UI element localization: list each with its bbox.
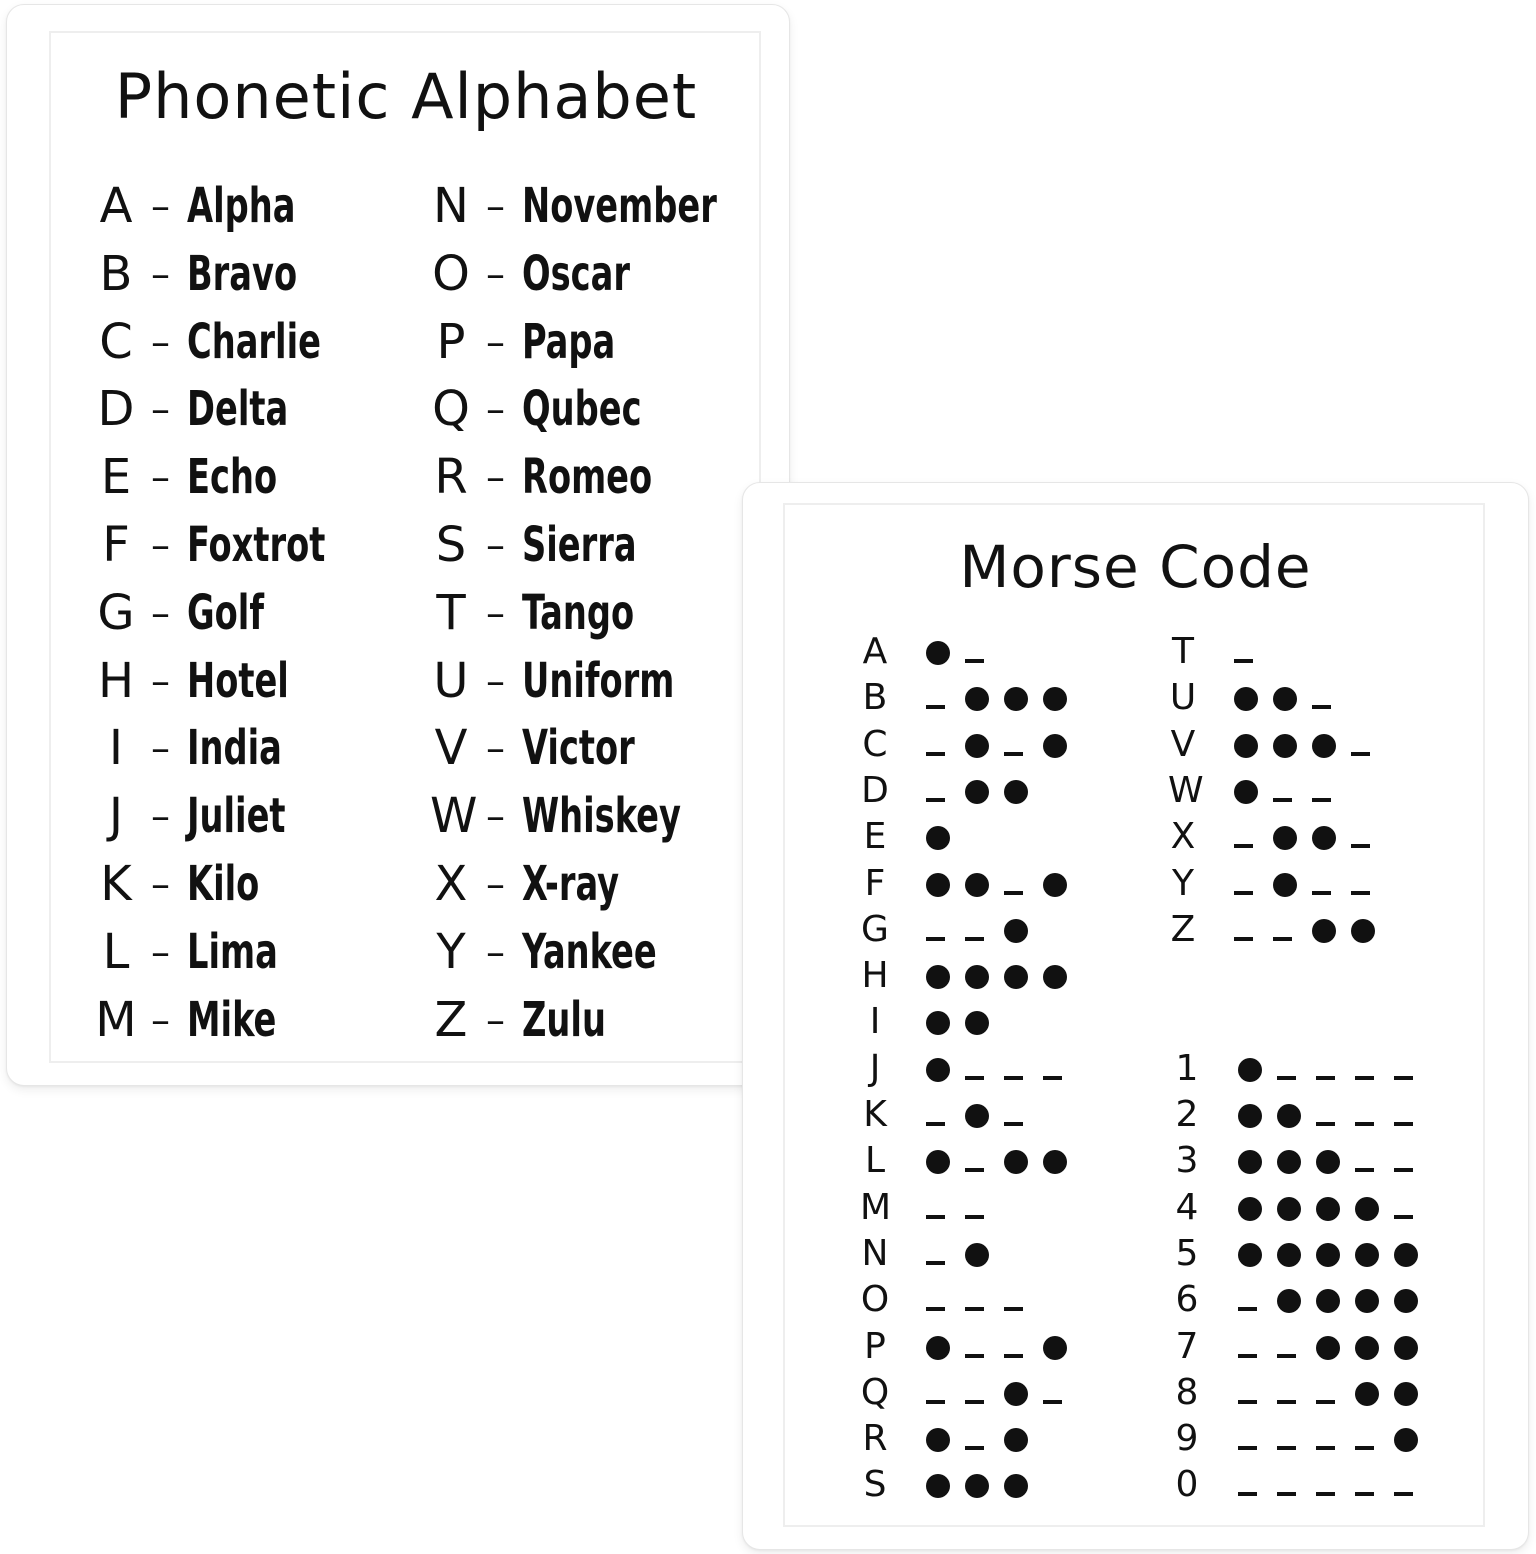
morse-dash — [1277, 1400, 1296, 1404]
morse-dash — [1004, 1076, 1023, 1080]
phonetic-separator: – — [486, 658, 505, 703]
phonetic-word: Uniform — [522, 652, 675, 709]
morse-dot — [1394, 1336, 1418, 1360]
morse-dot — [1238, 1243, 1262, 1267]
morse-dash — [1273, 937, 1292, 941]
morse-character: K — [863, 1094, 887, 1135]
phonetic-letter: V — [434, 720, 468, 777]
morse-dot — [1238, 1150, 1262, 1174]
morse-character: 9 — [1175, 1418, 1199, 1460]
morse-dash — [926, 1215, 945, 1219]
morse-dash — [1234, 844, 1253, 848]
phonetic-separator: – — [486, 997, 505, 1042]
morse-character: L — [864, 1140, 886, 1182]
morse-character: N — [861, 1232, 889, 1274]
morse-dash — [1277, 1492, 1296, 1496]
morse-dash — [1394, 1215, 1413, 1219]
morse-dot — [965, 873, 989, 897]
morse-dot — [1394, 1428, 1418, 1452]
phonetic-alphabet-title: Phonetic Alphabet — [114, 60, 698, 133]
morse-character: 4 — [1175, 1186, 1199, 1228]
morse-character: P — [864, 1325, 886, 1367]
morse-dash — [1043, 1076, 1062, 1080]
morse-entry — [860, 1463, 1160, 1509]
phonetic-word: Lima — [187, 923, 278, 980]
morse-entry — [1168, 630, 1468, 676]
morse-dash — [1238, 1446, 1257, 1450]
phonetic-letter: W — [430, 788, 478, 845]
morse-dot — [1394, 1243, 1418, 1267]
morse-character: 2 — [1175, 1094, 1199, 1135]
morse-dash — [1238, 1354, 1257, 1358]
morse-dot — [1355, 1382, 1379, 1406]
morse-entry — [860, 1232, 1160, 1278]
morse-dash — [1312, 891, 1331, 895]
phonetic-word: Juliet — [187, 788, 286, 845]
morse-dot — [1312, 826, 1336, 850]
phonetic-separator: – — [151, 523, 170, 567]
phonetic-word: Alpha — [187, 178, 296, 234]
morse-dot — [1312, 734, 1336, 758]
morse-dot — [1355, 1197, 1379, 1221]
morse-dot — [965, 1011, 989, 1035]
morse-dot — [1316, 1197, 1340, 1221]
phonetic-letter: J — [108, 788, 124, 845]
morse-entry — [1172, 1417, 1472, 1463]
morse-dash — [1004, 752, 1023, 756]
phonetic-letter: B — [99, 245, 133, 302]
morse-dot — [1394, 1382, 1418, 1406]
morse-dash — [1238, 1400, 1257, 1404]
morse-character: B — [862, 677, 888, 719]
morse-dot — [1277, 1243, 1301, 1267]
morse-dash — [926, 1400, 945, 1404]
morse-dot — [1273, 734, 1297, 758]
morse-character: D — [861, 769, 889, 811]
phonetic-separator: – — [151, 590, 170, 635]
morse-dash — [1277, 1446, 1296, 1450]
phonetic-letter: P — [436, 313, 466, 370]
morse-dash — [1394, 1122, 1413, 1126]
morse-dot — [1316, 1150, 1340, 1174]
morse-dot — [965, 1474, 989, 1498]
morse-dot — [926, 1011, 950, 1035]
morse-entry — [860, 1047, 1160, 1093]
morse-dot — [1312, 919, 1336, 943]
morse-dash — [965, 1400, 984, 1404]
morse-dot — [1238, 1197, 1262, 1221]
morse-dash — [1277, 1354, 1296, 1358]
morse-dot — [1273, 687, 1297, 711]
phonetic-separator: – — [486, 726, 505, 771]
morse-dash — [1355, 1076, 1374, 1080]
phonetic-separator: – — [486, 455, 505, 500]
morse-dash — [1355, 1492, 1374, 1496]
morse-entry — [1172, 1139, 1472, 1185]
morse-dot — [965, 965, 989, 989]
phonetic-separator: – — [151, 726, 170, 771]
morse-dash — [965, 1168, 984, 1172]
morse-character: C — [862, 723, 888, 765]
morse-dot — [926, 1474, 950, 1498]
phonetic-word: Yankee — [522, 923, 657, 980]
phonetic-separator: – — [151, 997, 170, 1042]
morse-dot — [926, 1336, 950, 1360]
morse-dot — [926, 1150, 950, 1174]
morse-dot — [965, 734, 989, 758]
phonetic-word: Victor — [522, 720, 635, 777]
phonetic-separator: – — [486, 184, 505, 228]
morse-dash — [1234, 659, 1253, 663]
phonetic-letter: S — [435, 517, 467, 573]
morse-character: 0 — [1175, 1464, 1199, 1506]
morse-dash — [1316, 1076, 1335, 1080]
phonetic-letter: H — [97, 652, 135, 709]
phonetic-letter: E — [100, 449, 132, 506]
morse-dot — [1273, 873, 1297, 897]
morse-dash — [965, 1307, 984, 1311]
morse-dot — [1234, 687, 1258, 711]
morse-entry — [860, 1000, 1160, 1046]
morse-dot — [965, 780, 989, 804]
morse-dash — [965, 937, 984, 941]
morse-dash — [1312, 705, 1331, 709]
morse-dash — [1394, 1076, 1413, 1080]
morse-dash — [1316, 1122, 1335, 1126]
phonetic-letter: A — [99, 178, 133, 234]
phonetic-letter: F — [102, 517, 130, 573]
morse-character: H — [861, 955, 889, 997]
morse-code-title: Morse Code — [959, 533, 1312, 601]
morse-character: E — [863, 816, 887, 858]
morse-entry — [1172, 1463, 1472, 1509]
morse-character: J — [869, 1047, 881, 1089]
morse-dot — [1277, 1289, 1301, 1313]
morse-dot — [926, 641, 950, 665]
morse-character: 3 — [1175, 1140, 1199, 1182]
phonetic-word: Bravo — [187, 245, 298, 302]
phonetic-letter: K — [100, 856, 132, 912]
morse-entry — [1168, 815, 1468, 861]
phonetic-word: November — [522, 178, 717, 234]
morse-dash — [965, 1215, 984, 1219]
morse-dash — [965, 1446, 984, 1450]
morse-dash — [965, 1076, 984, 1080]
phonetic-letter: C — [99, 313, 133, 370]
phonetic-word: Zulu — [522, 991, 606, 1048]
morse-dot — [965, 1104, 989, 1128]
phonetic-letter: N — [433, 178, 469, 234]
morse-character: V — [1170, 723, 1196, 765]
morse-character: Q — [860, 1371, 890, 1413]
morse-dash — [1394, 1492, 1413, 1496]
morse-character: I — [869, 1001, 881, 1043]
phonetic-separator: – — [486, 590, 505, 635]
morse-entry — [860, 723, 1160, 769]
morse-dot — [926, 1428, 950, 1452]
phonetic-word: Mike — [187, 991, 277, 1048]
morse-dash — [1316, 1446, 1335, 1450]
morse-dot — [1043, 873, 1067, 897]
morse-character: 5 — [1175, 1232, 1199, 1274]
morse-character: U — [1169, 677, 1197, 719]
phonetic-word: Charlie — [187, 313, 321, 370]
morse-entry — [860, 1093, 1160, 1139]
morse-dash — [1355, 1446, 1374, 1450]
phonetic-word: Romeo — [522, 449, 653, 506]
phonetic-separator: – — [151, 658, 170, 703]
morse-dash — [926, 1122, 945, 1126]
morse-dash — [1351, 844, 1370, 848]
morse-character: R — [862, 1418, 888, 1460]
morse-entry — [860, 815, 1160, 861]
morse-dot — [1316, 1336, 1340, 1360]
morse-dash — [1355, 1122, 1374, 1126]
phonetic-separator: – — [151, 794, 170, 839]
morse-character: O — [860, 1279, 890, 1321]
morse-dash — [1277, 1076, 1296, 1080]
phonetic-letter: O — [432, 245, 470, 302]
morse-dash — [926, 705, 945, 709]
morse-dot — [1273, 826, 1297, 850]
morse-dash — [1238, 1307, 1257, 1311]
morse-character: M — [860, 1186, 892, 1228]
morse-dash — [1316, 1400, 1335, 1404]
phonetic-letter: U — [433, 652, 469, 709]
morse-dot — [926, 826, 950, 850]
morse-dot — [1238, 1104, 1262, 1128]
morse-entry — [1172, 1278, 1472, 1324]
morse-character: A — [862, 631, 888, 672]
morse-dash — [1316, 1492, 1335, 1496]
morse-dot — [1004, 687, 1028, 711]
morse-character: 6 — [1175, 1279, 1199, 1321]
morse-entry — [1172, 1093, 1472, 1139]
morse-dot — [1355, 1243, 1379, 1267]
morse-dot — [1316, 1243, 1340, 1267]
morse-entry — [860, 769, 1160, 815]
morse-dash — [1355, 1168, 1374, 1172]
morse-dot — [1316, 1289, 1340, 1313]
phonetic-letter: X — [434, 856, 468, 912]
morse-dash — [1004, 891, 1023, 895]
morse-entry — [860, 1371, 1160, 1417]
phonetic-letter: T — [436, 584, 466, 641]
morse-dash — [1004, 1122, 1023, 1126]
phonetic-separator: – — [486, 319, 505, 364]
morse-entry — [860, 1139, 1160, 1185]
morse-dash — [1234, 891, 1253, 895]
phonetic-word: India — [187, 720, 282, 777]
morse-dash — [926, 752, 945, 756]
morse-character: Y — [1172, 862, 1194, 904]
phonetic-letter: I — [108, 720, 124, 777]
morse-dash — [1043, 1400, 1062, 1404]
morse-dot — [1238, 1058, 1262, 1082]
morse-entry — [1168, 723, 1468, 769]
morse-dot — [965, 1243, 989, 1267]
morse-character: 8 — [1175, 1371, 1199, 1413]
phonetic-separator: – — [151, 929, 170, 974]
phonetic-word: Kilo — [187, 856, 260, 912]
morse-entry — [1172, 1232, 1472, 1278]
morse-entry — [1168, 862, 1468, 908]
phonetic-word: Echo — [187, 449, 278, 506]
morse-entry — [1168, 908, 1468, 954]
morse-entry — [860, 1278, 1160, 1324]
phonetic-letter: G — [97, 584, 135, 641]
phonetic-word: Hotel — [187, 652, 289, 709]
morse-dot — [1004, 1474, 1028, 1498]
phonetic-separator: – — [151, 387, 170, 432]
morse-entry — [1168, 769, 1468, 815]
morse-dash — [1351, 891, 1370, 895]
phonetic-word: Whiskey — [522, 788, 681, 845]
morse-entry — [860, 1417, 1160, 1463]
morse-entry — [1172, 1325, 1472, 1371]
phonetic-word: Qubec — [522, 381, 642, 438]
phonetic-word: Delta — [187, 381, 289, 438]
morse-dot — [1004, 1382, 1028, 1406]
morse-dot — [1355, 1336, 1379, 1360]
morse-dot — [1234, 734, 1258, 758]
phonetic-letter: L — [102, 923, 130, 980]
morse-dot — [1043, 687, 1067, 711]
morse-character: 7 — [1175, 1325, 1199, 1367]
morse-character: S — [863, 1464, 887, 1506]
phonetic-separator: – — [151, 184, 170, 228]
phonetic-separator: – — [486, 251, 505, 296]
phonetic-word: Oscar — [522, 245, 630, 302]
morse-dot — [1043, 1336, 1067, 1360]
phonetic-word: Tango — [522, 584, 635, 641]
morse-dot — [926, 873, 950, 897]
phonetic-separator: – — [486, 929, 505, 974]
morse-character: G — [861, 908, 889, 950]
morse-dot — [1277, 1104, 1301, 1128]
morse-dot — [1277, 1150, 1301, 1174]
morse-character: W — [1168, 769, 1204, 811]
phonetic-letter: D — [97, 381, 135, 438]
morse-entry — [1172, 1186, 1472, 1232]
morse-dot — [1351, 919, 1375, 943]
morse-entry — [860, 954, 1160, 1000]
morse-dash — [1238, 1492, 1257, 1496]
phonetic-separator: – — [486, 862, 505, 906]
morse-dot — [1234, 780, 1258, 804]
morse-dash — [1234, 937, 1253, 941]
phonetic-separator: – — [486, 523, 505, 567]
phonetic-letter: M — [95, 991, 137, 1048]
morse-character: X — [1170, 816, 1196, 858]
morse-dot — [1043, 965, 1067, 989]
morse-dash — [1273, 798, 1292, 802]
morse-dash — [1004, 1354, 1023, 1358]
morse-character: 1 — [1175, 1047, 1199, 1089]
morse-dash — [926, 1307, 945, 1311]
phonetic-word: X-ray — [522, 856, 620, 912]
morse-entry — [860, 1186, 1160, 1232]
phonetic-separator: – — [151, 319, 170, 364]
morse-dot — [1004, 1428, 1028, 1452]
morse-dash — [965, 1354, 984, 1358]
morse-character: F — [864, 862, 886, 904]
morse-dash — [1004, 1307, 1023, 1311]
phonetic-word: Golf — [187, 584, 264, 641]
phonetic-word: Sierra — [522, 517, 637, 573]
morse-dot — [1004, 919, 1028, 943]
morse-dot — [1004, 1150, 1028, 1174]
morse-entry — [860, 1325, 1160, 1371]
phonetic-separator: – — [151, 862, 170, 906]
phonetic-separator: – — [486, 794, 505, 839]
morse-dot — [1394, 1289, 1418, 1313]
morse-entry — [860, 676, 1160, 722]
morse-dot — [926, 965, 950, 989]
morse-dash — [926, 1261, 945, 1265]
morse-entry — [860, 630, 1160, 676]
phonetic-separator: – — [151, 251, 170, 296]
phonetic-letter: Y — [436, 923, 466, 980]
morse-entry — [1168, 676, 1468, 722]
morse-dash — [965, 659, 984, 663]
morse-dot — [1277, 1197, 1301, 1221]
morse-dot — [1004, 780, 1028, 804]
morse-dot — [1355, 1289, 1379, 1313]
morse-entry — [1172, 1047, 1472, 1093]
morse-dot — [1043, 1150, 1067, 1174]
morse-dot — [1004, 965, 1028, 989]
morse-character: Z — [1170, 908, 1196, 950]
morse-dash — [1312, 798, 1331, 802]
phonetic-letter: R — [434, 449, 468, 506]
phonetic-separator: – — [151, 455, 170, 500]
morse-dash — [926, 798, 945, 802]
morse-dot — [1043, 734, 1067, 758]
phonetic-word: Papa — [522, 313, 616, 370]
phonetic-letter: Q — [432, 381, 470, 438]
morse-dash — [1351, 752, 1370, 756]
phonetic-word: Foxtrot — [187, 517, 326, 573]
morse-entry — [860, 908, 1160, 954]
morse-entry — [860, 862, 1160, 908]
phonetic-separator: – — [486, 387, 505, 432]
morse-entry — [1172, 1371, 1472, 1417]
morse-dash — [1394, 1168, 1413, 1172]
morse-dot — [965, 687, 989, 711]
morse-character: T — [1172, 631, 1194, 672]
morse-dash — [926, 937, 945, 941]
morse-dot — [926, 1058, 950, 1082]
phonetic-letter: Z — [434, 991, 468, 1048]
